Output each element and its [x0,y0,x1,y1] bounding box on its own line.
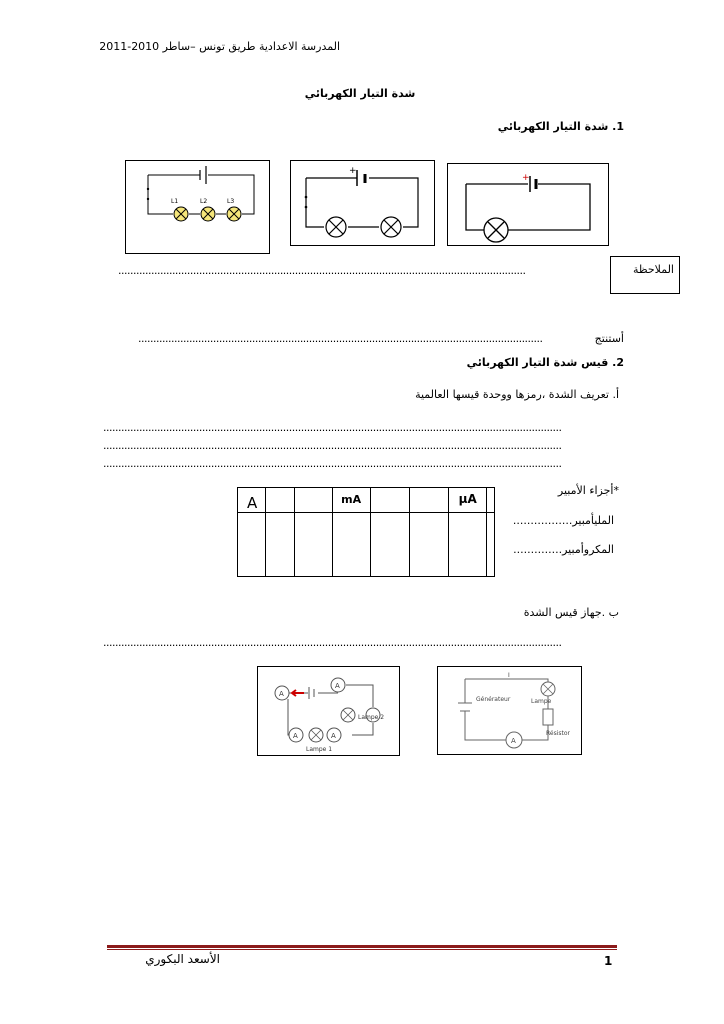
answer-line-2: ......................................................................................................................................................... [103,439,562,452]
ammeter-circuit-diagram [258,667,399,755]
generator-circuit-figure [437,666,582,755]
table-cell-milliampere: mA [332,488,370,513]
circuit-three-lamps-diagram [126,161,269,253]
table-cell [370,488,409,513]
lamp-label-1: L1 [171,198,179,205]
lamp-label-3: L3 [227,198,235,205]
circuit-two-lamps-diagram [291,161,434,245]
school-header: المدرسة الاعدادية طريق تونس –ساطر 2010-2011 [99,40,340,53]
lamp1-label: Lampe 1 [306,746,333,753]
unit-conversion-table [237,487,495,577]
measuring-device-dots: ......................................................................................................................................................... [103,636,562,649]
lamp-label-2: L2 [200,198,208,205]
ammeter-symbol: A [293,732,298,740]
answer-line-3: ......................................................................................................................................................... [103,457,562,470]
milliampere-label: المليأمبير................. [512,514,614,527]
table-cell [295,513,332,577]
conclusion-dots: ....................................................................................................................................... [138,332,543,345]
ammeter-symbol: A [331,732,336,740]
lamp2-label: Lampe 2 [358,714,385,721]
conclusion-label: أستنتج [594,332,624,345]
author-name: الأسعد البكوري [145,952,220,966]
page-title: شدة التيار الكهربائي [304,87,416,100]
page-number: 1 [604,954,613,968]
ammeter-symbol: A [279,690,284,698]
table-cell [370,513,409,577]
battery-plus-sign: + [522,173,530,183]
current-label: I [508,672,510,679]
observation-dots: ........................................................................................................................................ [118,264,526,277]
generator-circuit-diagram [438,667,581,754]
meter-symbol: A [511,737,516,745]
circuit-figure-one-lamp [447,163,609,246]
observation-box [610,256,680,294]
table-cell [238,513,266,577]
lamp-label: Lampe [531,698,552,705]
answer-line-1: ......................................................................................................................................................... [103,421,562,434]
table-cell [487,513,495,577]
circuit-figure-three-lamps [125,160,270,254]
table-cell [449,513,487,577]
table-cell [487,488,495,513]
table-cell-microampere: µA [449,488,487,513]
table-cell [265,513,295,577]
measuring-device-prompt: ب .جهاز قيس الشدة [523,606,619,619]
battery-plus-sign: + [349,166,357,176]
footer-divider [107,945,617,948]
circuit-figure-two-lamps [290,160,435,246]
microampere-label: المكروأمبير.............. [513,543,614,556]
ammeter-circuit-figure [257,666,400,756]
table-cell-ampere: A [238,488,266,513]
table-cell [265,488,295,513]
generator-label: Générateur [476,696,511,703]
multiples-title: *أجزاء الأمبير [557,484,619,497]
resistor-label: Résistor [546,730,570,737]
section1-heading: 1. شدة التيار الكهربائي [497,120,624,133]
circuit-one-lamp-diagram [448,164,608,245]
footer-divider-thin [107,949,617,950]
ammeter-symbol: A [335,682,340,690]
section2-heading: 2. قيس شدة التيار الكهربائي [466,356,624,369]
observation-label: الملاحظة [632,263,674,276]
table-cell [332,513,370,577]
table-cell [409,513,448,577]
table-cell [295,488,332,513]
table-cell [409,488,448,513]
definition-prompt: أ. تعريف الشدة ،رمزها ووحدة قيسها العالمية [415,388,619,401]
